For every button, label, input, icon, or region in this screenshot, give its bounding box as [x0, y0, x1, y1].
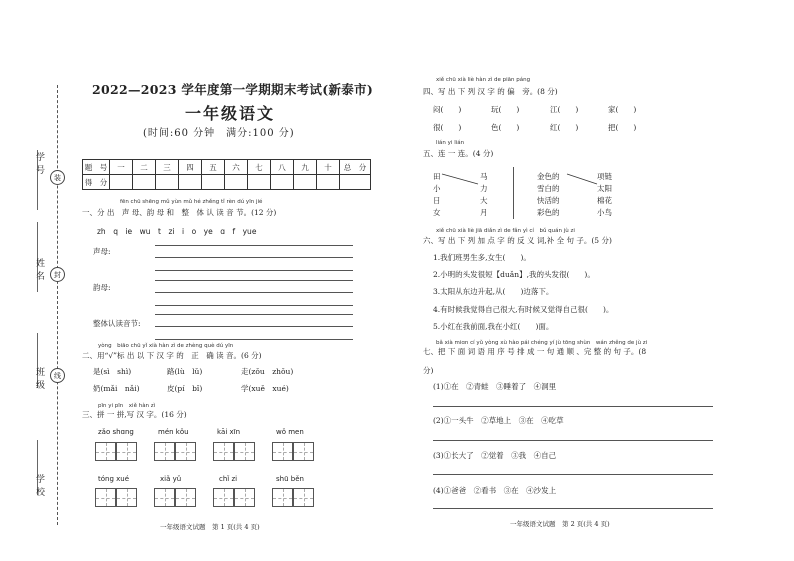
q4-item[interactable]: 闷( ) — [433, 105, 462, 114]
writing-grid-cell[interactable] — [234, 488, 255, 507]
page-footer-right: 一年级语文试题 第 2 页(共 4 页) — [510, 520, 610, 528]
q6-item[interactable]: 1.我们班男生多,女生( )。 — [433, 253, 531, 262]
score-cell: 三 — [156, 160, 179, 175]
q5-adjective[interactable]: 快活的 — [537, 196, 560, 205]
q7-answer-line[interactable] — [433, 440, 713, 441]
q1-answer-line[interactable] — [155, 339, 353, 340]
score-cell: 七 — [248, 160, 271, 175]
writing-grid-cell[interactable] — [293, 488, 314, 507]
q2-item[interactable]: 是(sì shì) — [93, 367, 132, 376]
q7-item: (2)①一头牛 ②草地上 ③在 ④吃草 — [433, 416, 564, 425]
q2-item[interactable]: 走(zǒu zhǒu) — [241, 367, 294, 376]
q4-item[interactable]: 江( ) — [550, 105, 579, 114]
q7-answer-line[interactable] — [433, 508, 713, 509]
q5-title: 五、连 一 连。(4 分) — [423, 149, 494, 158]
q4-item[interactable]: 家( ) — [608, 105, 637, 114]
q5-noun[interactable]: 小鸟 — [597, 208, 612, 217]
q5-right-char[interactable]: 力 — [480, 184, 488, 193]
q3-pinyin-word: mén kǒu — [158, 428, 189, 436]
q6-item[interactable]: 4.有时候我觉得自己很大,有时候又觉得自己很( )。 — [433, 305, 614, 314]
q7-answer-line[interactable] — [433, 406, 713, 407]
q5-divider — [513, 167, 514, 219]
q6-title: 六、写 出 下 列 加 点 字 的 反 义 词,补 全 句 子。(5 分) — [423, 236, 612, 245]
score-input-cell[interactable] — [340, 175, 371, 190]
q6-item[interactable]: 2.小明的头发很短【duǎn】,我的头发很( )。 — [433, 270, 595, 279]
score-cell: 九 — [294, 160, 317, 175]
writing-grid-cell[interactable] — [234, 442, 255, 461]
name-label: 姓名 — [34, 258, 44, 284]
q5-noun[interactable]: 太阳 — [597, 184, 612, 193]
writing-grid-cell[interactable] — [272, 442, 293, 461]
score-input-cell[interactable] — [225, 175, 248, 190]
score-cell: 一 — [110, 160, 133, 175]
q2-pinyin: yòng biāo chū yǐ xià hàn zì de zhèng què dú yīn — [98, 343, 234, 349]
q1-pinyin: fēn chū shēng mǔ yùn mǔ hé zhěng tǐ rèn dú yīn jié — [120, 199, 263, 205]
q7-item: (1)①在 ②青蛙 ③睡着了 ④洞里 — [433, 382, 557, 391]
q1-answer-line[interactable] — [155, 257, 353, 258]
score-cell: 五 — [202, 160, 225, 175]
q1-answer-line[interactable] — [155, 326, 353, 327]
q3-pinyin-word: shū běn — [276, 475, 304, 483]
q5-right-char[interactable]: 大 — [480, 196, 488, 205]
writing-grid-cell[interactable] — [116, 488, 137, 507]
score-cell: 二 — [133, 160, 156, 175]
binding-line — [57, 85, 58, 525]
score-input-cell[interactable] — [156, 175, 179, 190]
q7-pinyin: bǎ xià miɑn cí yǔ yòng xù hào pái chéng yí jù tōng shùn wán zhěng de jù zi — [436, 340, 648, 346]
q4-item[interactable]: 红( ) — [550, 123, 579, 132]
score-cell: 六 — [225, 160, 248, 175]
writing-grid-cell[interactable] — [272, 488, 293, 507]
score-cell: 题 号 — [83, 160, 110, 175]
score-input-cell[interactable] — [110, 175, 133, 190]
q5-adjective[interactable]: 彩色的 — [537, 208, 560, 217]
q4-title: 四、写 出 下 列 汉 字 的 偏 旁。(8 分) — [423, 87, 558, 96]
q3-title: 三、拼 一 拼,写 汉 字。(16 分) — [82, 410, 187, 419]
score-table — [82, 159, 371, 190]
q4-item[interactable]: 很( ) — [433, 123, 462, 132]
writing-grid-cell[interactable] — [154, 442, 175, 461]
q6-item[interactable]: 3.太阳从东边升起,从( )边落下。 — [433, 287, 554, 296]
q7-title-cont: 分) — [423, 366, 434, 375]
writing-grid-cell[interactable] — [95, 488, 116, 507]
q5-adjective[interactable]: 金色的 — [537, 172, 560, 181]
writing-grid-cell[interactable] — [293, 442, 314, 461]
q5-right-char[interactable]: 马 — [480, 172, 488, 181]
q4-item[interactable]: 把( ) — [608, 123, 637, 132]
class-label: 班级 — [34, 367, 44, 393]
q3-pinyin-word: xiǎ yǔ — [160, 475, 182, 483]
q1-title: 一、分 出 声 母、韵 母 和 整 体 认 读 音 节。(12 分) — [82, 208, 277, 217]
q5-noun[interactable]: 棉花 — [597, 196, 612, 205]
q7-item: (3)①长大了 ②觉着 ③我 ④自己 — [433, 451, 557, 460]
q5-adjective[interactable]: 雪白的 — [537, 184, 560, 193]
q2-item[interactable]: 奶(mǎi nǎi) — [93, 384, 140, 393]
q5-noun[interactable]: 项链 — [597, 172, 612, 181]
writing-grid-cell[interactable] — [154, 488, 175, 507]
q7-answer-line[interactable] — [433, 474, 713, 475]
school-label: 学校 — [34, 474, 44, 500]
q1-answer-line[interactable] — [155, 280, 353, 281]
q3-pinyin-word: zǎo shɑng — [98, 428, 134, 436]
score-table-header-row — [83, 160, 371, 175]
q5-left-char[interactable]: 田 — [433, 172, 441, 181]
q1-answer-line[interactable] — [155, 270, 353, 271]
q1-answer-line[interactable] — [155, 305, 353, 306]
page-footer-left: 一年级语文试题 第 1 页(共 4 页) — [160, 523, 260, 531]
student-number-label: 学号 — [34, 152, 44, 178]
score-table-score-row — [83, 175, 371, 190]
q1-answer-line[interactable] — [155, 245, 353, 246]
q5-example-connector — [565, 172, 599, 188]
writing-grid-cell[interactable] — [213, 442, 234, 461]
q7-item: (4)①爸爸 ②看书 ③在 ④沙发上 — [433, 486, 557, 495]
score-row-label: 得 分 — [83, 175, 110, 190]
writing-grid-cell[interactable] — [175, 488, 196, 507]
q5-example-connector — [440, 172, 480, 188]
score-cell: 四 — [179, 160, 202, 175]
q1-shengmu-label: 声母: — [93, 247, 111, 256]
q1-zhengti-label: 整体认读音节: — [93, 319, 141, 328]
q3-pinyin-word: chǐ zi — [219, 475, 238, 483]
writing-grid-cell[interactable] — [116, 442, 137, 461]
score-input-cell[interactable] — [271, 175, 294, 190]
score-input-cell[interactable] — [248, 175, 271, 190]
q5-left-char[interactable]: 女 — [433, 208, 441, 217]
q5-pinyin: lián yi lián — [436, 140, 465, 146]
q6-item[interactable]: 5.小红在我前面,我在小红( )面。 — [433, 322, 554, 331]
q5-left-char[interactable]: 日 — [433, 196, 441, 205]
q2-item[interactable]: 学(xuě xué) — [241, 384, 289, 393]
subject-title: 一年级语文 — [185, 104, 276, 123]
q4-item[interactable]: 色( ) — [491, 123, 520, 132]
exam-title: 2022—2023 学年度第一学期期末考试(新泰市) — [92, 82, 374, 97]
q6-pinyin: xiě chū xià liè jiā diǎn zì de fǎn yì cí bǔ quán jù zi — [436, 228, 575, 234]
binding-mark-feng: 封 — [50, 267, 65, 282]
q2-item[interactable]: 皮(pí bǐ) — [167, 384, 203, 393]
score-input-cell[interactable] — [133, 175, 156, 190]
binding-mark-zhuang: 装 — [50, 170, 65, 185]
q1-answer-line[interactable] — [155, 314, 353, 315]
exam-time-score: (时间:60 分钟 满分:100 分) — [143, 128, 295, 139]
binding-mark-xian: 线 — [50, 368, 65, 383]
q2-item[interactable]: 路(lù lǔ) — [167, 367, 203, 376]
q3-pinyin-word: tóng xué — [98, 475, 130, 483]
q5-right-char[interactable]: 月 — [480, 208, 488, 217]
q3-pinyin-word: wǒ men — [276, 428, 304, 436]
score-cell: 十 — [317, 160, 340, 175]
q2-title: 二、用“√”标 出 以 下 汉 字 的 正 确 读 音。(6 分) — [82, 351, 262, 360]
score-input-cell[interactable] — [294, 175, 317, 190]
q1-answer-line[interactable] — [155, 292, 353, 293]
score-input-cell[interactable] — [202, 175, 225, 190]
q4-pinyin: xiě chū xià liè hàn zì de piān páng — [436, 77, 531, 83]
q5-left-char[interactable]: 小 — [433, 184, 441, 193]
score-input-cell[interactable] — [317, 175, 340, 190]
score-cell: 总 分 — [340, 160, 371, 175]
writing-grid-cell[interactable] — [213, 488, 234, 507]
q3-pinyin-word: kāi xīn — [217, 428, 241, 436]
q7-title: 七、把 下 面 词 语 用 序 号 排 成 一 句 通 顺 、完 整 的 句 子。(8 — [423, 347, 647, 356]
writing-grid-cell[interactable] — [175, 442, 196, 461]
q4-item[interactable]: 玩( ) — [491, 105, 520, 114]
score-input-cell[interactable] — [179, 175, 202, 190]
writing-grid-cell[interactable] — [95, 442, 116, 461]
q3-pinyin: pīn yi pīn xiě hàn zì — [98, 403, 156, 409]
q1-yunmu-label: 韵母: — [93, 283, 111, 292]
q1-letters: zh q ie wu t zi i o ye ɑ f yue — [97, 227, 257, 236]
score-cell: 八 — [271, 160, 294, 175]
